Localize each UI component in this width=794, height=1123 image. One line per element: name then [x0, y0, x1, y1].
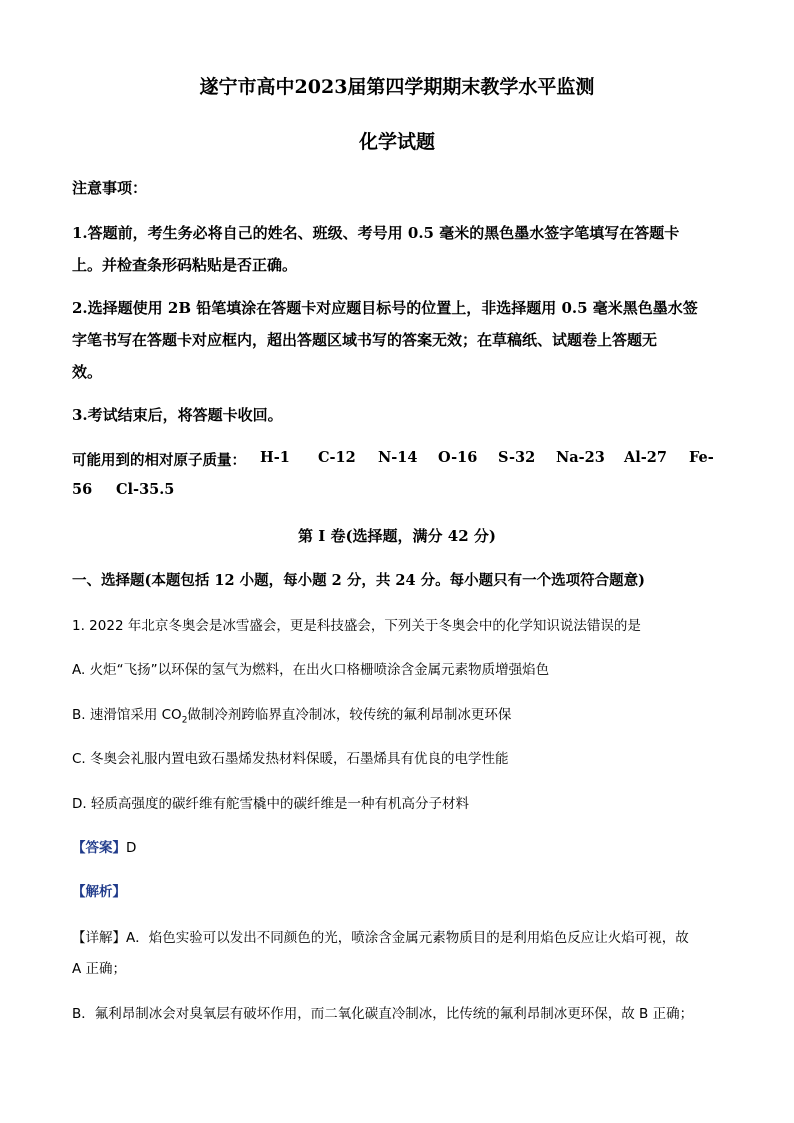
atomic-mass-entry: Cl-35.5 — [116, 481, 175, 498]
atomic-mass-entry: Na-23 — [556, 449, 605, 466]
atomic-mass-entry: 56 — [72, 481, 93, 498]
question-1-option-c: C. 冬奥会礼服内置电致石墨烯发热材料保暖，石墨烯具有优良的电学性能 — [72, 751, 509, 767]
atomic-masses-label: 可能用到的相对原子质量： — [72, 452, 246, 469]
notice-item-2-line-3: 效。 — [72, 363, 103, 381]
detail-a-line-2: A 正确； — [72, 961, 127, 977]
atomic-mass-entry: S-32 — [498, 449, 536, 466]
detail-a-line-1: 【详解】A．焰色实验可以发出不同颜色的光，喷涂含金属元素物质目的是利用焰色反应让火焰可视，故 — [72, 930, 689, 946]
notice-item-2-line-2: 字笔书写在答题卡对应框内，超出答题区域书写的答案无效；在草稿纸、试题卷上答题无 — [72, 331, 658, 349]
detail-label: 【详解】 — [72, 930, 126, 946]
notice-heading: 注意事项： — [72, 179, 148, 197]
atomic-mass-entry: C-12 — [318, 449, 356, 466]
exam-subtitle: 化学试题 — [358, 131, 435, 153]
question-1-stem: 1. 2022 年北京冬奥会是冰雪盛会，更是科技盛会，下列关于冬奥会中的化学知识说法错误的是 — [72, 618, 641, 634]
analysis-line — [72, 880, 126, 900]
question-1-option-a: A. 火炬“飞扬”以环保的氢气为燃料，在出火口格栅喷涂含金属元素物质增强焰色 — [72, 662, 550, 678]
answer-line — [72, 836, 136, 856]
atomic-mass-entry: Al-27 — [624, 449, 667, 466]
part-title: 一、选择题(本题包括 12 小题，每小题 2 分，共 24 分。每小题只有一个选项符合题意) — [72, 572, 645, 589]
notice-item-1-line-2: 上。并检查条形码粘贴是否正确。 — [72, 256, 298, 274]
question-1-option-b: B. 速滑馆采用 $CO_2$做制冷剂跨临界直冷制冰，较传统的氟利昂制冰更环保 — [72, 707, 512, 726]
atomic-mass-entry: H-1 — [260, 449, 290, 466]
answer-value: D — [126, 840, 137, 856]
atomic-mass-entry: O-16 — [438, 449, 478, 466]
exam-title: 遂宁市高中2023届第四学期期末教学水平监测 — [199, 76, 595, 98]
answer-label: 【答案】 — [72, 840, 126, 856]
notice-item-3: 3.考试结束后，将答题卡收回。 — [72, 406, 283, 424]
volume-title: 第 I 卷(选择题，满分 42 分) — [298, 527, 496, 545]
analysis-label: 【解析】 — [72, 884, 126, 900]
question-1-option-d: D. 轻质高强度的碳纤维有舵雪橇中的碳纤维是一种有机高分子材料 — [72, 796, 469, 812]
atomic-mass-entry: N-14 — [378, 449, 418, 466]
detail-b: B．氟利昂制冰会对臭氧层有破坏作用，而二氧化碳直冷制冰，比传统的氟利昂制冰更环保，故 B 正确； — [72, 1006, 694, 1022]
atomic-mass-entry: Fe- — [689, 449, 714, 466]
notice-item-1-line-1: 1.答题前，考生务必将自己的姓名、班级、考号用 0.5 毫米的黑色墨水签字笔填写在答题卡 — [72, 224, 680, 242]
notice-item-2-line-1: 2.选择题使用 2B 铅笔填涂在答题卡对应题目标号的位置上，非选择题用 0.5 毫米黑色墨水签 — [72, 299, 698, 317]
